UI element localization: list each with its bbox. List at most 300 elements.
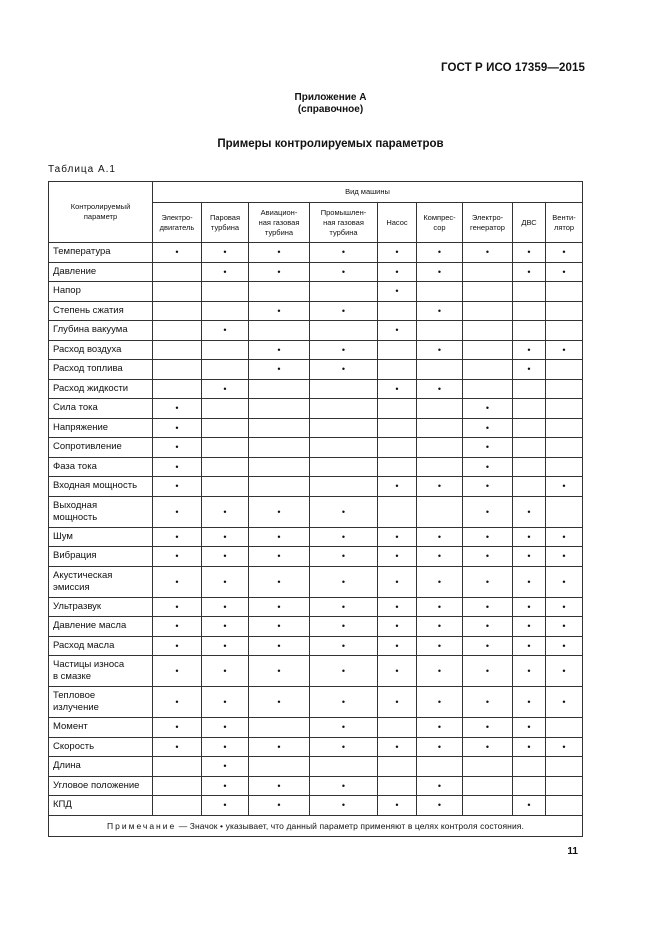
standard-designation: ГОСТ Р ИСО 17359—2015 bbox=[440, 62, 585, 74]
parameter-name-line1: Частицы износа bbox=[53, 659, 125, 670]
parameter-name-line2: излучение bbox=[53, 702, 99, 713]
table-row bbox=[49, 796, 583, 816]
mark-cell: • bbox=[417, 656, 463, 687]
mark-cell: • bbox=[249, 597, 310, 617]
mark-cell: • bbox=[417, 796, 463, 816]
page-number: 11 bbox=[567, 846, 578, 857]
mark-cell: • bbox=[310, 340, 378, 360]
mark-cell: • bbox=[310, 597, 378, 617]
mark-cell: • bbox=[249, 687, 310, 718]
mark-cell: • bbox=[417, 718, 463, 738]
mark-cell bbox=[417, 321, 463, 341]
parameter-name bbox=[49, 597, 153, 617]
mark-cell: • bbox=[202, 737, 249, 757]
mark-cell bbox=[417, 418, 463, 438]
mark-cell bbox=[546, 496, 583, 527]
mark-cell: • bbox=[153, 547, 202, 567]
table-row bbox=[49, 757, 583, 777]
machine-header-line1: Компрес- bbox=[423, 212, 456, 222]
mark-cell bbox=[463, 757, 513, 777]
machine-header-6 bbox=[463, 203, 513, 243]
mark-cell bbox=[378, 457, 417, 477]
parameter-name bbox=[49, 566, 153, 597]
mark-cell bbox=[546, 796, 583, 816]
mark-cell: • bbox=[546, 262, 583, 282]
mark-cell: • bbox=[202, 718, 249, 738]
mark-cell: • bbox=[546, 340, 583, 360]
table-row bbox=[49, 687, 583, 718]
mark-cell: • bbox=[249, 796, 310, 816]
mark-cell bbox=[249, 379, 310, 399]
mark-cell: • bbox=[310, 687, 378, 718]
mark-cell: • bbox=[378, 477, 417, 497]
mark-cell: • bbox=[249, 301, 310, 321]
table-row bbox=[49, 262, 583, 282]
table-row bbox=[49, 379, 583, 399]
mark-cell bbox=[417, 438, 463, 458]
mark-cell bbox=[153, 776, 202, 796]
mark-cell bbox=[153, 379, 202, 399]
mark-cell: • bbox=[417, 477, 463, 497]
parameter-name-line1: Сопротивление bbox=[53, 441, 122, 453]
mark-cell bbox=[202, 282, 249, 302]
mark-cell: • bbox=[310, 527, 378, 547]
mark-cell: • bbox=[153, 597, 202, 617]
mark-cell: • bbox=[310, 360, 378, 380]
mark-cell: • bbox=[310, 737, 378, 757]
mark-cell: • bbox=[463, 547, 513, 567]
mark-cell: • bbox=[378, 687, 417, 718]
parameter-name bbox=[49, 457, 153, 477]
parameters-table bbox=[48, 181, 583, 837]
mark-cell bbox=[513, 438, 546, 458]
mark-cell: • bbox=[546, 617, 583, 637]
mark-cell: • bbox=[153, 477, 202, 497]
mark-cell: • bbox=[202, 617, 249, 637]
mark-cell bbox=[546, 399, 583, 419]
mark-cell bbox=[546, 360, 583, 380]
mark-cell: • bbox=[417, 776, 463, 796]
table-row bbox=[49, 418, 583, 438]
mark-cell: • bbox=[546, 243, 583, 263]
mark-cell bbox=[310, 438, 378, 458]
mark-cell bbox=[153, 282, 202, 302]
machine-type-header: Вид машины bbox=[153, 182, 583, 203]
mark-cell: • bbox=[463, 597, 513, 617]
mark-cell bbox=[202, 438, 249, 458]
mark-cell bbox=[202, 340, 249, 360]
machine-header-line1: Электро- bbox=[471, 212, 504, 222]
mark-cell: • bbox=[202, 636, 249, 656]
mark-cell: • bbox=[513, 243, 546, 263]
mark-cell bbox=[463, 340, 513, 360]
table-row bbox=[49, 301, 583, 321]
mark-cell bbox=[378, 301, 417, 321]
mark-cell: • bbox=[417, 566, 463, 597]
mark-cell bbox=[153, 360, 202, 380]
parameter-name bbox=[49, 340, 153, 360]
mark-cell: • bbox=[417, 379, 463, 399]
mark-cell: • bbox=[378, 597, 417, 617]
table-row bbox=[49, 399, 583, 419]
parameter-name bbox=[49, 379, 153, 399]
machine-header-3 bbox=[310, 203, 378, 243]
parameter-name-line1: КПД bbox=[53, 799, 72, 811]
mark-cell: • bbox=[463, 737, 513, 757]
parameter-name-line1: Длина bbox=[53, 760, 81, 772]
mark-cell: • bbox=[153, 418, 202, 438]
mark-cell: • bbox=[378, 321, 417, 341]
mark-cell bbox=[249, 477, 310, 497]
machine-header-7 bbox=[513, 203, 546, 243]
parameter-name-line1: Тепловое bbox=[53, 690, 96, 701]
parameter-name bbox=[49, 360, 153, 380]
table-row bbox=[49, 477, 583, 497]
table-row bbox=[49, 617, 583, 637]
mark-cell: • bbox=[202, 262, 249, 282]
mark-cell bbox=[202, 301, 249, 321]
mark-cell bbox=[378, 340, 417, 360]
mark-cell bbox=[249, 457, 310, 477]
mark-cell bbox=[249, 418, 310, 438]
machine-header-line2: ная газовая bbox=[323, 217, 364, 227]
mark-cell: • bbox=[310, 547, 378, 567]
mark-cell bbox=[513, 379, 546, 399]
parameter-name bbox=[49, 687, 153, 718]
mark-cell: • bbox=[153, 399, 202, 419]
mark-cell bbox=[417, 360, 463, 380]
mark-cell: • bbox=[546, 737, 583, 757]
mark-cell: • bbox=[153, 438, 202, 458]
mark-cell: • bbox=[378, 796, 417, 816]
mark-cell: • bbox=[153, 656, 202, 687]
mark-cell: • bbox=[249, 547, 310, 567]
mark-cell: • bbox=[249, 617, 310, 637]
table-row bbox=[49, 340, 583, 360]
mark-cell: • bbox=[463, 687, 513, 718]
mark-cell: • bbox=[513, 527, 546, 547]
mark-cell: • bbox=[153, 496, 202, 527]
mark-cell bbox=[513, 757, 546, 777]
mark-cell: • bbox=[249, 243, 310, 263]
mark-cell: • bbox=[417, 617, 463, 637]
mark-cell: • bbox=[463, 527, 513, 547]
mark-cell: • bbox=[463, 718, 513, 738]
table-row bbox=[49, 737, 583, 757]
mark-cell bbox=[202, 418, 249, 438]
machine-header-line1: Насос bbox=[386, 217, 408, 227]
parameter-name bbox=[49, 636, 153, 656]
mark-cell: • bbox=[546, 687, 583, 718]
parameter-name-line1: Фаза тока bbox=[53, 460, 97, 472]
mark-cell: • bbox=[249, 496, 310, 527]
mark-cell bbox=[546, 718, 583, 738]
table-row bbox=[49, 527, 583, 547]
mark-cell: • bbox=[153, 617, 202, 637]
mark-cell bbox=[153, 340, 202, 360]
mark-cell bbox=[378, 418, 417, 438]
machine-header-line2: генератор bbox=[470, 222, 505, 232]
mark-cell bbox=[310, 282, 378, 302]
mark-cell bbox=[463, 379, 513, 399]
mark-cell bbox=[249, 399, 310, 419]
mark-cell: • bbox=[513, 340, 546, 360]
machine-header-4 bbox=[378, 203, 417, 243]
parameter-name bbox=[49, 282, 153, 302]
parameter-name-line2: в смазке bbox=[53, 671, 92, 682]
annex-subtitle: (справочное) bbox=[297, 104, 364, 115]
mark-cell bbox=[378, 757, 417, 777]
mark-cell: • bbox=[202, 321, 249, 341]
parameter-name-line1: Сила тока bbox=[53, 402, 98, 414]
parameter-name-line1: Расход масла bbox=[53, 639, 115, 651]
table-row bbox=[49, 597, 583, 617]
machine-header-5 bbox=[417, 203, 463, 243]
machine-header-line2: лятор bbox=[553, 222, 575, 232]
parameter-name-line1: Напор bbox=[53, 285, 81, 297]
mark-cell: • bbox=[202, 776, 249, 796]
mark-cell: • bbox=[546, 636, 583, 656]
mark-cell bbox=[310, 379, 378, 399]
mark-cell bbox=[378, 776, 417, 796]
parameter-name-line1: Расход воздуха bbox=[53, 343, 122, 355]
machine-header-line3: турбина bbox=[264, 227, 294, 237]
mark-cell bbox=[153, 321, 202, 341]
param-column-header bbox=[49, 182, 153, 243]
mark-cell bbox=[249, 321, 310, 341]
parameter-name-line1: Расход жидкости bbox=[53, 382, 129, 394]
table-label: Таблица А.1 bbox=[48, 164, 116, 175]
mark-cell bbox=[153, 301, 202, 321]
parameter-name bbox=[49, 321, 153, 341]
mark-cell bbox=[249, 757, 310, 777]
mark-cell: • bbox=[378, 656, 417, 687]
parameter-name-line1: Скорость bbox=[53, 740, 95, 752]
mark-cell: • bbox=[249, 776, 310, 796]
mark-cell: • bbox=[417, 636, 463, 656]
parameter-name-line1: Угловое положение bbox=[53, 779, 140, 791]
parameter-name-line1: Давление масла bbox=[53, 620, 127, 632]
mark-cell: • bbox=[378, 379, 417, 399]
parameter-name bbox=[49, 527, 153, 547]
note-label: Примечание bbox=[107, 820, 177, 831]
mark-cell: • bbox=[378, 282, 417, 302]
mark-cell: • bbox=[378, 262, 417, 282]
parameter-name-line1: Степень сжатия bbox=[53, 304, 124, 316]
mark-cell bbox=[513, 776, 546, 796]
mark-cell: • bbox=[249, 737, 310, 757]
mark-cell: • bbox=[546, 477, 583, 497]
parameter-name-line1: Давление bbox=[53, 265, 97, 277]
machine-header-2 bbox=[249, 203, 310, 243]
mark-cell: • bbox=[310, 636, 378, 656]
mark-cell bbox=[513, 457, 546, 477]
mark-cell bbox=[546, 282, 583, 302]
mark-cell: • bbox=[202, 527, 249, 547]
parameter-name-line1: Напряжение bbox=[53, 421, 109, 433]
mark-cell: • bbox=[202, 243, 249, 263]
parameter-name bbox=[49, 496, 153, 527]
mark-cell bbox=[249, 438, 310, 458]
machine-header-line1: Паровая bbox=[209, 212, 241, 222]
machine-header-0 bbox=[153, 203, 202, 243]
mark-cell: • bbox=[249, 656, 310, 687]
parameter-name bbox=[49, 656, 153, 687]
mark-cell bbox=[546, 321, 583, 341]
mark-cell: • bbox=[463, 496, 513, 527]
mark-cell: • bbox=[202, 566, 249, 597]
mark-cell: • bbox=[513, 656, 546, 687]
mark-cell bbox=[463, 301, 513, 321]
mark-cell: • bbox=[310, 776, 378, 796]
parameter-name bbox=[49, 757, 153, 777]
mark-cell bbox=[153, 757, 202, 777]
document-title: Примеры контролируемых параметров bbox=[217, 138, 444, 150]
table-body bbox=[49, 243, 583, 816]
machine-header-line2: ная газовая bbox=[258, 217, 300, 227]
mark-cell: • bbox=[153, 737, 202, 757]
mark-cell bbox=[249, 282, 310, 302]
mark-cell: • bbox=[463, 636, 513, 656]
mark-cell: • bbox=[202, 597, 249, 617]
mark-cell bbox=[546, 438, 583, 458]
mark-cell: • bbox=[202, 656, 249, 687]
mark-cell: • bbox=[310, 243, 378, 263]
mark-cell: • bbox=[153, 527, 202, 547]
mark-cell: • bbox=[513, 547, 546, 567]
mark-cell bbox=[378, 399, 417, 419]
mark-cell: • bbox=[513, 496, 546, 527]
mark-cell bbox=[249, 718, 310, 738]
mark-cell: • bbox=[417, 737, 463, 757]
table-row bbox=[49, 360, 583, 380]
param-header-line2: параметр bbox=[83, 212, 118, 221]
mark-cell: • bbox=[153, 457, 202, 477]
parameter-name-line1: Акустическая bbox=[53, 569, 113, 581]
mark-cell: • bbox=[310, 796, 378, 816]
mark-cell bbox=[463, 282, 513, 302]
mark-cell bbox=[153, 796, 202, 816]
mark-cell: • bbox=[417, 687, 463, 718]
mark-cell bbox=[310, 757, 378, 777]
mark-cell: • bbox=[463, 243, 513, 263]
mark-cell: • bbox=[463, 617, 513, 637]
mark-cell bbox=[310, 321, 378, 341]
table-note bbox=[49, 815, 583, 836]
mark-cell bbox=[202, 457, 249, 477]
parameter-name bbox=[49, 243, 153, 263]
parameter-name-line1: Входная мощность bbox=[53, 480, 138, 492]
mark-cell: • bbox=[310, 262, 378, 282]
table-row bbox=[49, 656, 583, 687]
mark-cell: • bbox=[463, 438, 513, 458]
parameter-name-line1: Вибрация bbox=[53, 550, 97, 562]
parameter-name-line2: эмиссия bbox=[53, 581, 90, 593]
mark-cell: • bbox=[513, 737, 546, 757]
mark-cell: • bbox=[417, 243, 463, 263]
table-row bbox=[49, 496, 583, 527]
parameter-name bbox=[49, 718, 153, 738]
mark-cell: • bbox=[153, 243, 202, 263]
table-row bbox=[49, 457, 583, 477]
mark-cell: • bbox=[378, 617, 417, 637]
mark-cell: • bbox=[417, 301, 463, 321]
mark-cell: • bbox=[378, 547, 417, 567]
parameter-name bbox=[49, 737, 153, 757]
mark-cell: • bbox=[153, 636, 202, 656]
mark-cell bbox=[310, 399, 378, 419]
mark-cell bbox=[378, 496, 417, 527]
mark-cell: • bbox=[546, 527, 583, 547]
param-header-line1: Контролируемый bbox=[70, 202, 131, 211]
mark-cell: • bbox=[202, 796, 249, 816]
table-row bbox=[49, 566, 583, 597]
mark-cell bbox=[513, 418, 546, 438]
mark-cell: • bbox=[513, 718, 546, 738]
parameter-name bbox=[49, 262, 153, 282]
mark-cell bbox=[378, 438, 417, 458]
machine-header-1 bbox=[202, 203, 249, 243]
mark-cell bbox=[546, 457, 583, 477]
mark-cell: • bbox=[378, 737, 417, 757]
mark-cell bbox=[513, 301, 546, 321]
machine-header-line1: Промышлен- bbox=[320, 207, 367, 217]
machine-header-line3: турбина bbox=[329, 227, 358, 237]
parameter-name-line1: Шум bbox=[53, 530, 73, 542]
mark-cell bbox=[546, 301, 583, 321]
mark-cell: • bbox=[463, 457, 513, 477]
mark-cell: • bbox=[513, 597, 546, 617]
table-row bbox=[49, 438, 583, 458]
mark-cell: • bbox=[417, 527, 463, 547]
mark-cell bbox=[417, 282, 463, 302]
mark-cell bbox=[513, 321, 546, 341]
mark-cell: • bbox=[310, 301, 378, 321]
mark-cell: • bbox=[417, 262, 463, 282]
parameter-name bbox=[49, 776, 153, 796]
table-row bbox=[49, 718, 583, 738]
mark-cell: • bbox=[513, 360, 546, 380]
mark-cell: • bbox=[249, 636, 310, 656]
mark-cell bbox=[546, 418, 583, 438]
mark-cell bbox=[310, 457, 378, 477]
mark-cell: • bbox=[546, 566, 583, 597]
mark-cell bbox=[463, 321, 513, 341]
mark-cell: • bbox=[513, 687, 546, 718]
mark-cell bbox=[202, 360, 249, 380]
mark-cell: • bbox=[310, 566, 378, 597]
mark-cell: • bbox=[546, 547, 583, 567]
mark-cell bbox=[513, 399, 546, 419]
mark-cell: • bbox=[202, 547, 249, 567]
mark-cell bbox=[463, 262, 513, 282]
parameter-name bbox=[49, 418, 153, 438]
parameter-name bbox=[49, 438, 153, 458]
parameter-name-line1: Расход топлива bbox=[53, 363, 123, 375]
mark-cell: • bbox=[249, 566, 310, 597]
mark-cell bbox=[202, 399, 249, 419]
mark-cell: • bbox=[153, 566, 202, 597]
mark-cell: • bbox=[513, 566, 546, 597]
mark-cell: • bbox=[417, 547, 463, 567]
mark-cell bbox=[378, 718, 417, 738]
mark-cell: • bbox=[310, 656, 378, 687]
mark-cell: • bbox=[513, 796, 546, 816]
parameter-name bbox=[49, 617, 153, 637]
table-row bbox=[49, 243, 583, 263]
parameter-name bbox=[49, 796, 153, 816]
mark-cell: • bbox=[378, 636, 417, 656]
